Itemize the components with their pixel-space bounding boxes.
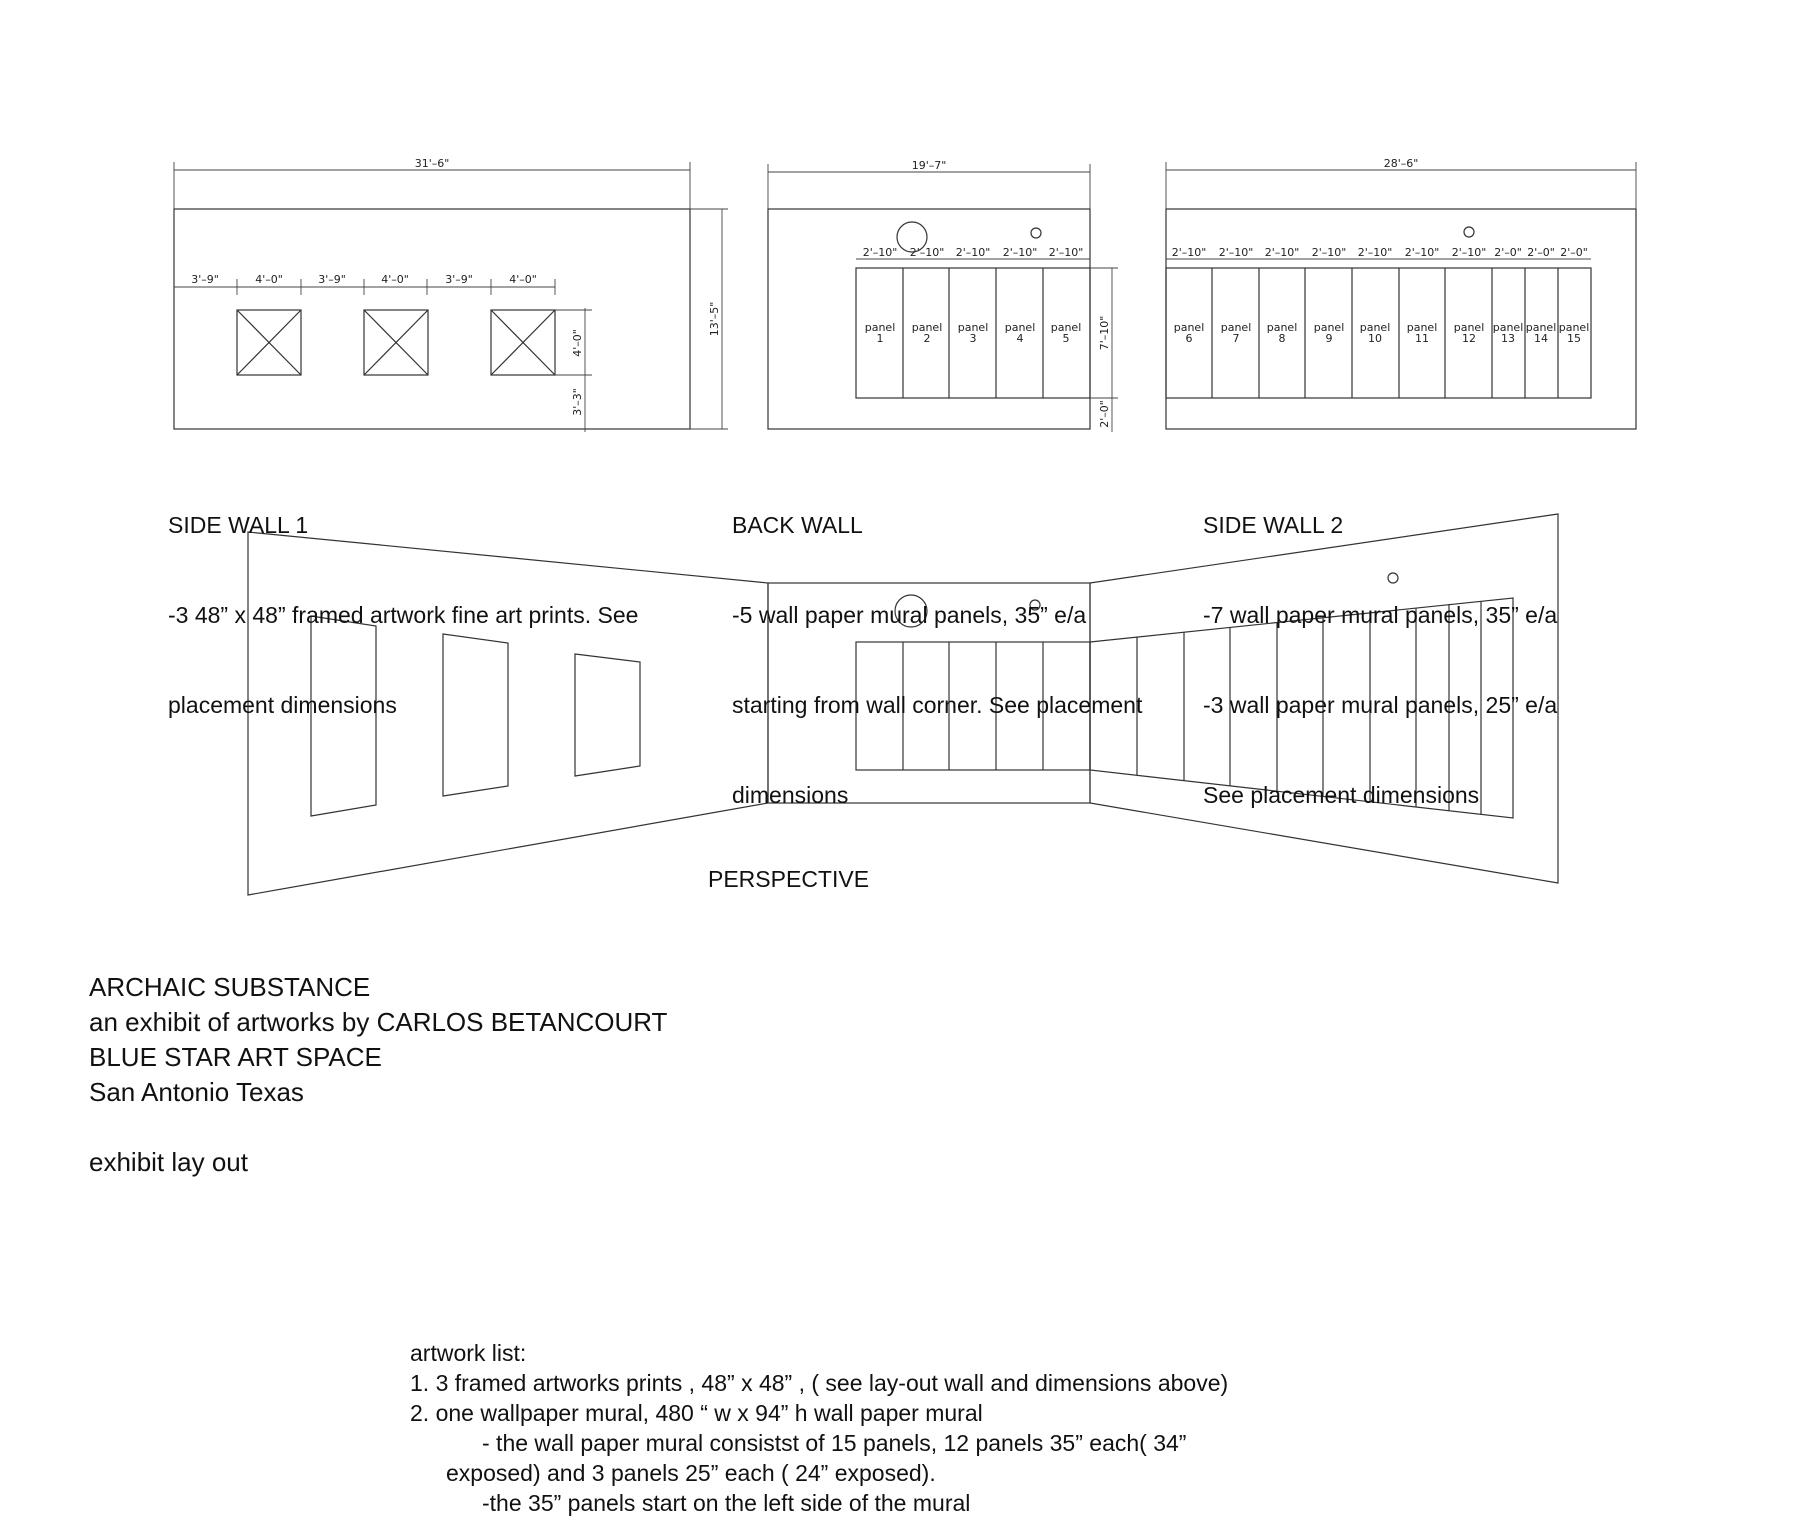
panel-number: 9 <box>1325 332 1333 345</box>
panel-label: panel <box>1359 321 1391 334</box>
side-wall-1-outline <box>174 209 690 429</box>
framed-artwork-2 <box>364 310 428 375</box>
panel-label: panel <box>1004 321 1036 334</box>
artwork-list <box>410 1338 1228 1518</box>
title-line: ARCHAIC SUBSTANCE <box>89 972 371 1002</box>
back-wall-spacing-dim: 2'–10" <box>909 246 945 259</box>
side-wall-2-width-dim: 28'–6" <box>1383 157 1419 170</box>
caption-line: starting from wall corner. See placement <box>732 692 1143 718</box>
list-item: -the 35” panels start on the left side of the mural <box>482 1490 971 1516</box>
panel-label: panel <box>1266 321 1298 334</box>
side-wall-1-spacing-dim: 3'–9" <box>318 273 346 286</box>
side-wall-2-spacing-dim: 2'–0" <box>1560 246 1588 259</box>
panel-number: 6 <box>1185 332 1193 345</box>
title-line: BLUE STAR ART SPACE <box>89 1042 382 1072</box>
back-wall-spacing-dim: 2'–10" <box>1002 246 1038 259</box>
list-item: exposed) and 3 panels 25” each ( 24” exposed). <box>446 1460 936 1486</box>
panel-label: panel <box>1050 321 1082 334</box>
caption-line: See placement dimensions <box>1203 782 1480 808</box>
panel-number: 11 <box>1415 332 1429 345</box>
side-wall-1-spacing-dim: 3'–9" <box>191 273 219 286</box>
caption-line: -7 wall paper mural panels, 35” e/a <box>1203 602 1558 628</box>
side-wall-1-caption <box>168 450 638 750</box>
panel-label: panel <box>957 321 989 334</box>
back-wall-spacing-dim: 2'–10" <box>955 246 991 259</box>
panel-label: panel <box>1453 321 1485 334</box>
side-wall-1-width-dim: 31'–6" <box>414 157 450 170</box>
panel-number: 12 <box>1462 332 1476 345</box>
caption-line: -5 wall paper mural panels, 35” e/a <box>732 602 1087 628</box>
back-wall-spacing-dim: 2'–10" <box>862 246 898 259</box>
list-item: artwork list: <box>410 1340 527 1366</box>
side-wall-1-height-dim: 13'–5" <box>708 301 721 337</box>
side-wall-1-spacing-dim: 4'–0" <box>381 273 409 286</box>
side-wall-2-small-circle <box>1464 227 1474 237</box>
side-wall-2-spacing-dim: 2'–10" <box>1404 246 1440 259</box>
panel-number: 3 <box>969 332 977 345</box>
panel-number: 15 <box>1567 332 1581 345</box>
side-wall-2-spacing-dim: 2'–0" <box>1527 246 1555 259</box>
back-wall-small-circle <box>1031 228 1041 238</box>
perspective-label: PERSPECTIVE <box>708 866 870 892</box>
title-line: exhibit lay out <box>89 1147 248 1177</box>
back-wall-width-dim: 19'–7" <box>911 159 947 172</box>
side-wall-2-spacing-dim: 2'–10" <box>1311 246 1347 259</box>
title-line: San Antonio Texas <box>89 1077 304 1107</box>
back-wall-outline <box>768 209 1090 429</box>
side-wall-2-spacing-dim: 2'–10" <box>1357 246 1393 259</box>
back-wall-caption <box>732 450 1142 840</box>
caption-line: placement dimensions <box>168 692 397 718</box>
panel-number: 7 <box>1232 332 1240 345</box>
side-wall-1-spacing-dim: 4'–0" <box>509 273 537 286</box>
caption-line: -3 48” x 48” framed artwork fine art prints. See <box>168 602 639 628</box>
side-wall-2-spacing-dim: 2'–10" <box>1171 246 1207 259</box>
side-wall-2-spacing-dim: 2'–0" <box>1494 246 1522 259</box>
panel-label: panel <box>1492 321 1524 334</box>
back-wall-floor-offset-dim: 2'–0" <box>1098 400 1111 428</box>
panel-label: panel <box>1220 321 1252 334</box>
panel-number: 13 <box>1501 332 1515 345</box>
side-wall-2-elevation <box>1166 157 1636 429</box>
list-item: 1. 3 framed artworks prints , 48” x 48” , ( see lay-out wall and dimensions above) <box>410 1370 1229 1396</box>
side-wall-2-spacing-dim: 2'–10" <box>1218 246 1254 259</box>
panel-label: panel <box>911 321 943 334</box>
side-wall-1-spacing-dim: 3'–9" <box>445 273 473 286</box>
caption-line: BACK WALL <box>732 512 863 538</box>
side-wall-1-frame-height-dim: 4'–0" <box>571 329 584 357</box>
panel-label: panel <box>1173 321 1205 334</box>
list-item: 2. one wallpaper mural, 480 “ w x 94” h wall paper mural <box>410 1400 983 1426</box>
list-item: - the wall paper mural consistst of 15 panels, 12 panels 35” each( 34” <box>482 1430 1187 1456</box>
panel-label: panel <box>1313 321 1345 334</box>
back-wall-panel-height-dim: 7'–10" <box>1098 315 1111 351</box>
side-wall-2-spacing-dim: 2'–10" <box>1451 246 1487 259</box>
caption-line: -3 wall paper mural panels, 25” e/a <box>1203 692 1558 718</box>
caption-line: SIDE WALL 1 <box>168 512 309 538</box>
back-wall-elevation <box>768 159 1118 432</box>
title-line: an exhibit of artworks by CARLOS BETANCOURT <box>89 1007 668 1037</box>
side-wall-1-floor-offset-dim: 3'–3" <box>571 388 584 416</box>
title-block <box>89 970 667 1180</box>
panel-label: panel <box>864 321 896 334</box>
back-wall-spacing-dim: 2'–10" <box>1048 246 1084 259</box>
side-wall-1-spacing-dim: 4'–0" <box>255 273 283 286</box>
panel-number: 14 <box>1534 332 1548 345</box>
framed-artwork-3 <box>491 310 555 375</box>
side-wall-2-spacing-dim: 2'–10" <box>1264 246 1300 259</box>
caption-line: SIDE WALL 2 <box>1203 512 1344 538</box>
panel-number: 4 <box>1016 332 1024 345</box>
panel-number: 8 <box>1278 332 1286 345</box>
panel-number: 10 <box>1368 332 1382 345</box>
panel-label: panel <box>1525 321 1557 334</box>
caption-line: dimensions <box>732 782 849 808</box>
panel-number: 5 <box>1062 332 1070 345</box>
side-wall-2-outline <box>1166 209 1636 429</box>
framed-artwork-1 <box>237 310 301 375</box>
side-wall-1-elevation <box>174 157 728 432</box>
title-line <box>89 1110 667 1145</box>
panel-label: panel <box>1406 321 1438 334</box>
panel-number: 1 <box>876 332 884 345</box>
side-wall-2-caption <box>1203 450 1557 840</box>
panel-label: panel <box>1558 321 1590 334</box>
panel-number: 2 <box>923 332 931 345</box>
